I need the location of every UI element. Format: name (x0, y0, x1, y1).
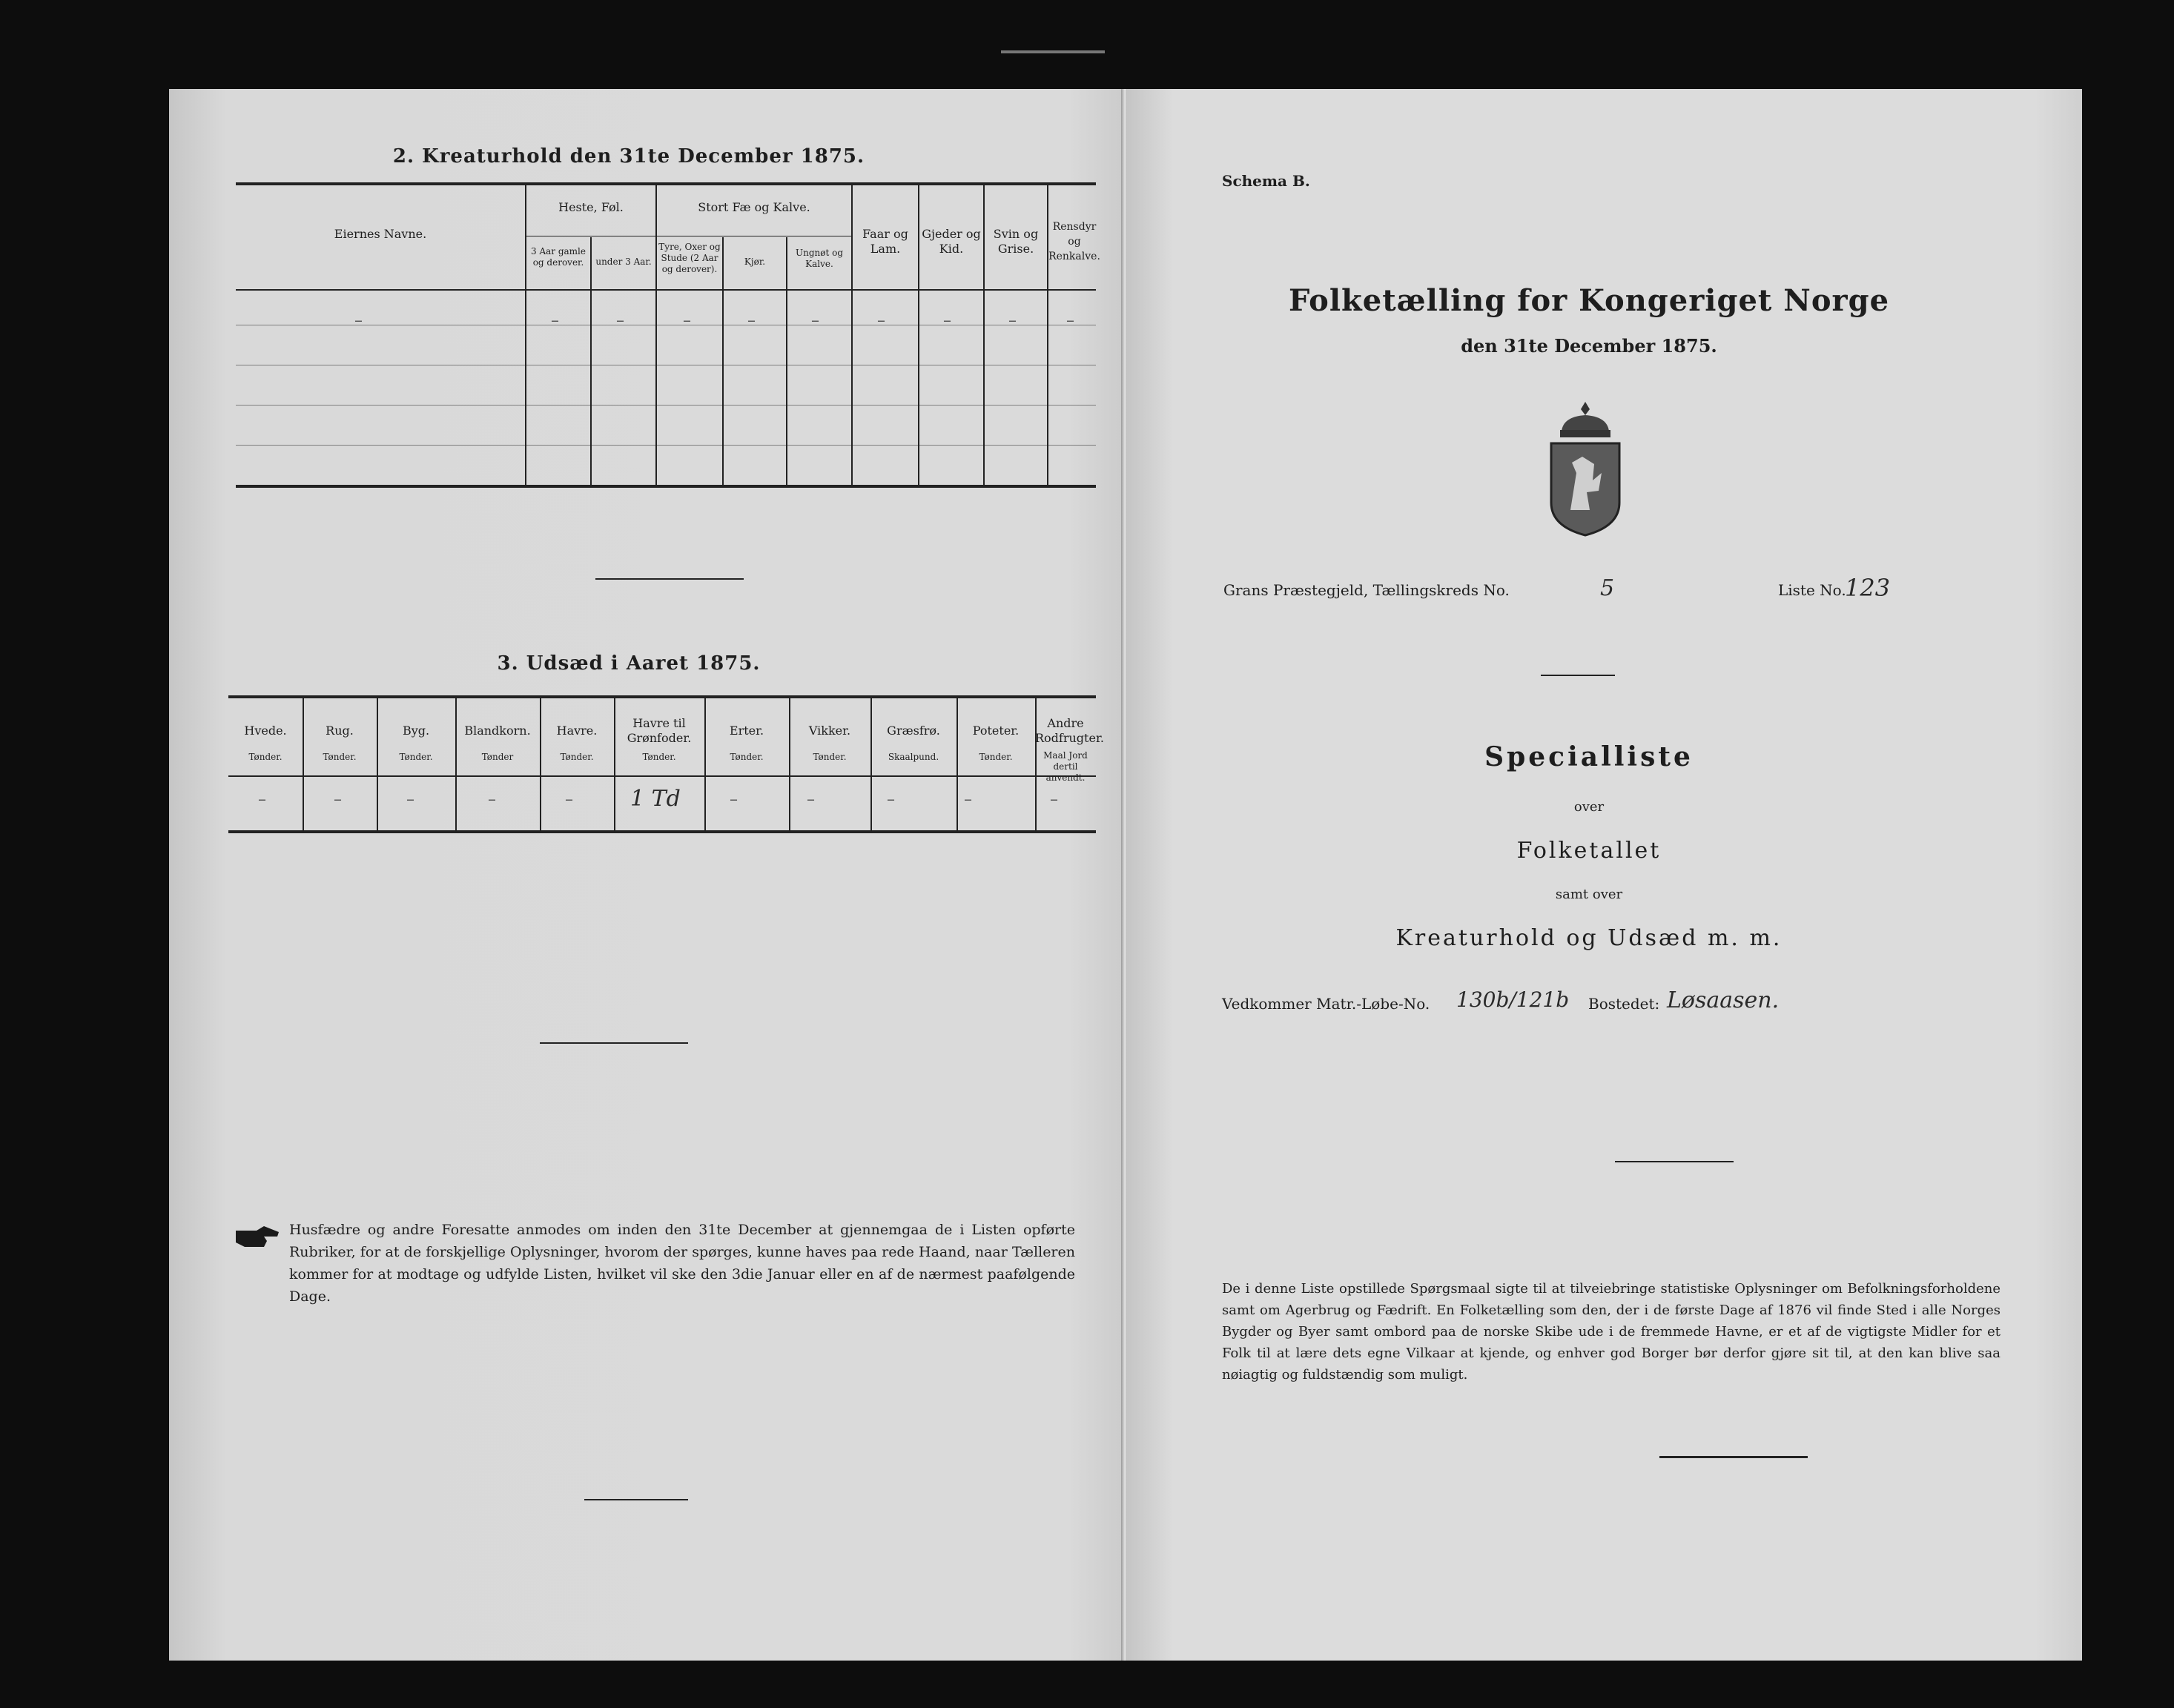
coat-of-arms-icon (1541, 399, 1630, 540)
table3-col-line (455, 698, 457, 832)
liste-number: 123 (1845, 574, 1891, 602)
empty-mark: – (683, 311, 691, 330)
table3-col-unit: Tønder. (813, 752, 847, 762)
scan-edge-mark (1001, 50, 1105, 53)
matr-label: Vedkommer Matr.-Løbe-No. (1222, 995, 1430, 1013)
empty-mark: – (730, 790, 738, 809)
census-date: den 31te December 1875. (1461, 335, 1717, 357)
explanation-paragraph: De i denne Liste opstillede Spørgsmaal sigte til at tilveiebringe statistiske Oplysninger om Befolkningsforholdene samt om Agerbrug og Fædrift. En Folketælling som den, der i de første Dage af 1876 vil finde Sted i alle Norges Bygder og Byer samt ombord paa de norske Skibe ude i de fremmede Havne, er et af de vigtigste Midler for et Folk til at lære dets egne Vilkaar at kjende, og enhver god Borger bør derfor gjøre sit til, at den kan blive saa nøiagtig og fuldstændig som muligt. (1222, 1281, 2000, 1383)
table3-col-unit: Tønder. (979, 752, 1013, 762)
table3-col-name: Andre Rodfrugter. (1035, 716, 1104, 745)
table3-col-name: Erter. (729, 724, 764, 738)
matr-value: 130b/121b (1456, 987, 1570, 1012)
separator-rule (595, 578, 744, 580)
table3-col-name: Havre. (556, 724, 598, 738)
table3-col-line (303, 698, 304, 832)
empty-mark: – (807, 790, 815, 809)
col-faar: Faar og Lam. (862, 227, 908, 256)
table3-col-name: Blandkorn. (464, 724, 531, 738)
table3-col-unit: Tønder. (560, 752, 594, 762)
table2-col-line (786, 237, 787, 486)
col-heste-under: under 3 Aar. (595, 256, 652, 267)
empty-mark: – (616, 311, 624, 330)
heste-group-header: Heste, Føl. (558, 200, 624, 214)
table3-col-unit: Tønder. (323, 752, 357, 762)
section3-title: 3. Udsæd i Aaret 1875. (497, 652, 761, 675)
table3-col-unit: Tønder (481, 752, 514, 762)
table3-col-name: Byg. (402, 724, 430, 738)
table2-col-line (722, 237, 724, 486)
table3-col-unit: Tønder. (642, 752, 676, 762)
bosted-label: Bostedet: (1588, 995, 1660, 1013)
table3-col-name: Græsfrø. (887, 724, 940, 738)
owner-column-header: Eiernes Navne. (334, 227, 427, 241)
table3-header-rule (228, 775, 1096, 777)
census-title: Folketælling for Kongeriget Norge (1288, 283, 1890, 318)
separator-rule (584, 1499, 688, 1500)
table2-col-line (590, 237, 592, 486)
table2-top-rule (236, 182, 1096, 185)
table3-col-line (704, 698, 706, 832)
section2-title: 2. Kreaturhold den 31te December 1875. (392, 145, 865, 168)
schema-label: Schema B. (1222, 172, 1310, 190)
empty-mark: – (354, 311, 363, 330)
empty-mark: – (551, 311, 559, 330)
table3-col-line (957, 698, 958, 832)
empty-mark: – (334, 790, 342, 809)
table3-bottom-rule (228, 830, 1096, 833)
empty-mark: – (565, 790, 573, 809)
table3-col-unit: Tønder. (730, 752, 764, 762)
col-svin: Svin og Grise. (993, 227, 1039, 256)
table2-header-rule (236, 289, 1096, 291)
table3-top-rule (228, 695, 1096, 698)
col-tyre: Tyre, Oxer og Stude (2 Aar og derover). (658, 242, 721, 274)
table3-col-unit: Tønder. (399, 752, 433, 762)
table3-col-name: Vikker. (808, 724, 851, 738)
liste-label: Liste No. (1778, 581, 1846, 599)
col-ungnot: Ungnøt og Kalve. (795, 248, 844, 269)
table3-col-line (789, 698, 790, 832)
stort-fae-group-header: Stort Fæ og Kalve. (698, 200, 810, 214)
empty-mark: – (488, 790, 496, 809)
left-page (169, 89, 1126, 1661)
col-kjor: Kjør. (744, 256, 766, 267)
table3-col-name: Hvede. (244, 724, 287, 738)
col-rensdyr: Rensdyr og Renkalve. (1048, 221, 1100, 262)
specialliste-title: Specialliste (1484, 741, 1694, 772)
table3-col-unit: Maal Jord dertil anvendt. (1043, 750, 1088, 783)
kreds-number: 5 (1600, 575, 1615, 601)
right-page (1126, 89, 2082, 1661)
empty-mark: – (943, 311, 951, 330)
separator-rule (1659, 1456, 1808, 1458)
table2-col-line (655, 184, 657, 486)
over-text: over (1573, 799, 1605, 815)
empty-mark: – (1066, 311, 1074, 330)
table3-col-line (377, 698, 378, 832)
pointing-hand-icon (234, 1223, 280, 1250)
empty-mark: – (877, 311, 885, 330)
notice-text: Husfædre og andre Foresatte anmodes om inden den 31te December at gjennemgaa de i Listen opførte Rubriker, for at de forskjellige Oplysninger, hvorom der spørges, kunne haves paa rede Haand, naar Tælleren kommer for at modtage og udfylde Listen, hvilket vil ske den 3die Januar eller en af de nærmest paafølgende Dage. (289, 1222, 1075, 1305)
empty-mark: – (406, 790, 414, 809)
census-document (169, 89, 2082, 1661)
table2-row-line (236, 445, 1096, 446)
empty-mark: – (887, 790, 895, 809)
empty-mark: – (258, 790, 266, 809)
table3-col-name: Poteter. (972, 724, 1020, 738)
parish-label: Grans Præstegjeld, Tællingskreds No. (1223, 581, 1510, 599)
table2-col-line (525, 184, 526, 486)
empty-mark: – (747, 311, 756, 330)
empty-mark: – (964, 790, 972, 809)
bosted-value: Løsaasen. (1667, 987, 1780, 1013)
table3-col-name: Havre til Grønfoder. (627, 716, 692, 745)
handwritten-havre-entry: 1 Td (630, 786, 681, 812)
empty-mark: – (811, 311, 819, 330)
folketallet-text: Folketallet (1516, 838, 1662, 864)
table2-row-line (236, 405, 1096, 406)
separator-rule (540, 1042, 688, 1044)
separator-rule (1541, 675, 1615, 676)
col-gjeder: Gjeder og Kid. (922, 227, 981, 256)
empty-mark: – (1050, 790, 1058, 809)
col-heste-3aar: 3 Aar gamle og derover. (531, 246, 586, 268)
table3-col-unit: Skaalpund. (888, 752, 939, 762)
table3-col-name: Rug. (326, 724, 354, 738)
separator-rule (1615, 1161, 1734, 1162)
table2-bottom-rule (236, 485, 1096, 488)
table3-col-line (870, 698, 872, 832)
samt-over-text: samt over (1555, 887, 1623, 902)
empty-mark: – (1008, 311, 1017, 330)
kreaturhold-text: Kreaturhold og Udsæd m. m. (1395, 925, 1783, 951)
table3-col-line (540, 698, 541, 832)
table3-col-unit: Tønder. (248, 752, 283, 762)
